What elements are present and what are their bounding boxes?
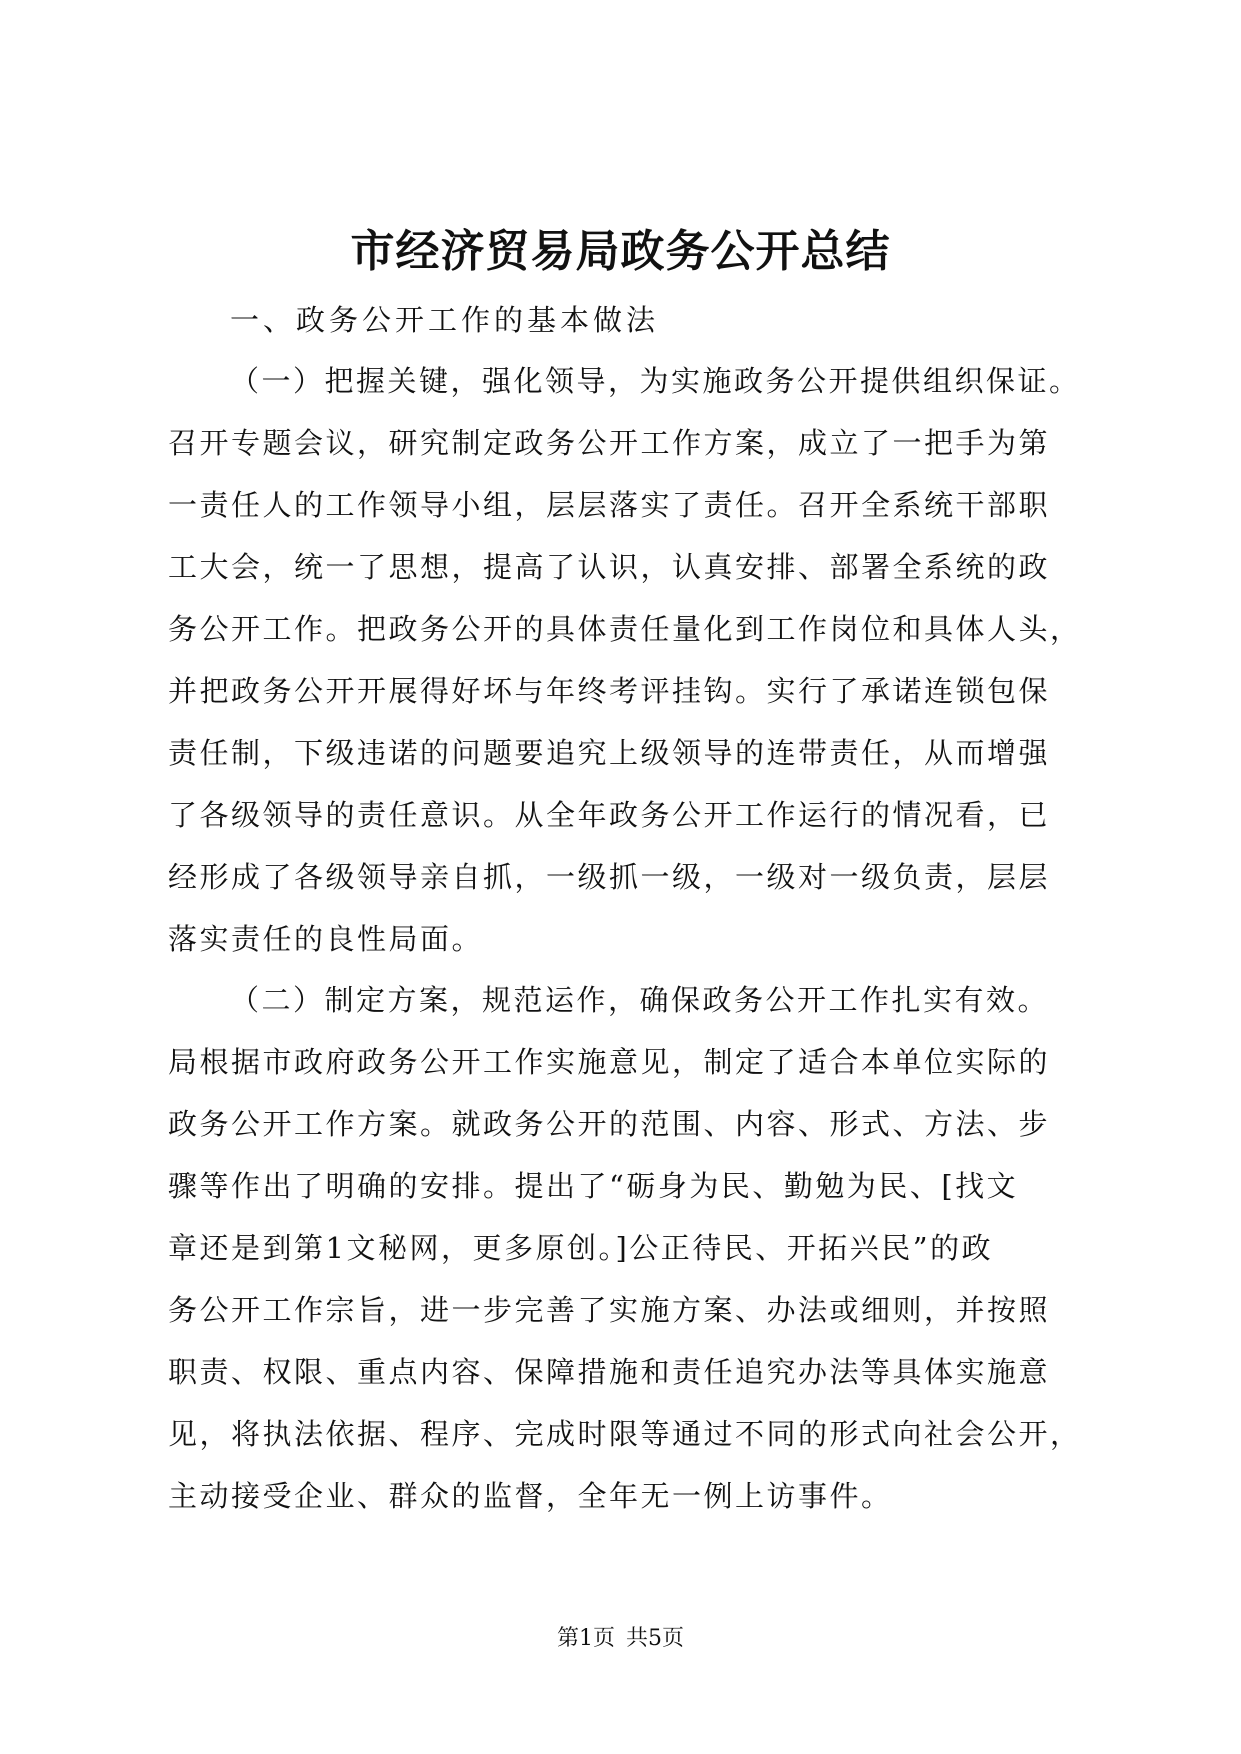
paragraph-line: 召开专题会议，研究制定政务公开工作方案，成立了一把手为第 (168, 426, 1051, 460)
paragraph-line: 骤等作出了明确的安排。提出了“砺身为民、勤勉为民、[找文 (168, 1169, 1019, 1203)
paragraph-line: 见，将执法依据、程序、完成时限等通过不同的形式向社会公开， (168, 1417, 1082, 1451)
paragraph-2 (168, 969, 1088, 1527)
paragraph-line: 一责任人的工作领导小组，层层落实了责任。召开全系统干部职 (168, 488, 1051, 522)
paragraph-line: 并把政务公开开展得好坏与年终考评挂钩。实行了承诺连锁包保 (168, 674, 1051, 708)
paragraph-line: 务公开工作宗旨，进一步完善了实施方案、办法或细则，并按照 (168, 1293, 1051, 1327)
section-heading: 一、政务公开工作的基本做法 (230, 303, 660, 337)
paragraph-line: 务公开工作。把政务公开的具体责任量化到工作岗位和具体人头， (168, 612, 1082, 646)
paragraph-line: 了各级领导的责任意识。从全年政务公开工作运行的情况看，已 (168, 798, 1051, 832)
paragraph-line: 章还是到第1文秘网，更多原创。]公正待民、开拓兴民”的政 (168, 1231, 994, 1265)
paragraph-line: （一）把握关键，强化领导，为实施政务公开提供组织保证。 (230, 364, 1081, 398)
paragraph-line: 责任制，下级违诺的问题要追究上级领导的连带责任，从而增强 (168, 736, 1051, 770)
paragraph-line: 职责、权限、重点内容、保障措施和责任追究办法等具体实施意 (168, 1355, 1051, 1389)
page-total: 共5页 (626, 1626, 684, 1651)
paragraph-line: 经形成了各级领导亲自抓，一级抓一级，一级对一级负责，层层 (168, 860, 1051, 894)
page-number: 第1页 (557, 1626, 615, 1651)
paragraph-1 (168, 350, 1088, 970)
paragraph-line: 政务公开工作方案。就政务公开的范围、内容、形式、方法、步 (168, 1107, 1051, 1141)
document-title: 市经济贸易局政务公开总结 (350, 226, 891, 277)
paragraph-line: 主动接受企业、群众的监督，全年无一例上访事件。 (168, 1479, 893, 1513)
paragraph-line: 工大会，统一了思想，提高了认识，认真安排、部署全系统的政 (168, 550, 1051, 584)
paragraph-line: 落实责任的良性局面。 (168, 922, 484, 956)
page-footer (0, 1624, 1241, 1654)
paragraph-line: 局根据市政府政务公开工作实施意见，制定了适合本单位实际的 (168, 1045, 1051, 1079)
paragraph-line: （二）制定方案，规范运作，确保政务公开工作扎实有效。 (230, 983, 1050, 1017)
